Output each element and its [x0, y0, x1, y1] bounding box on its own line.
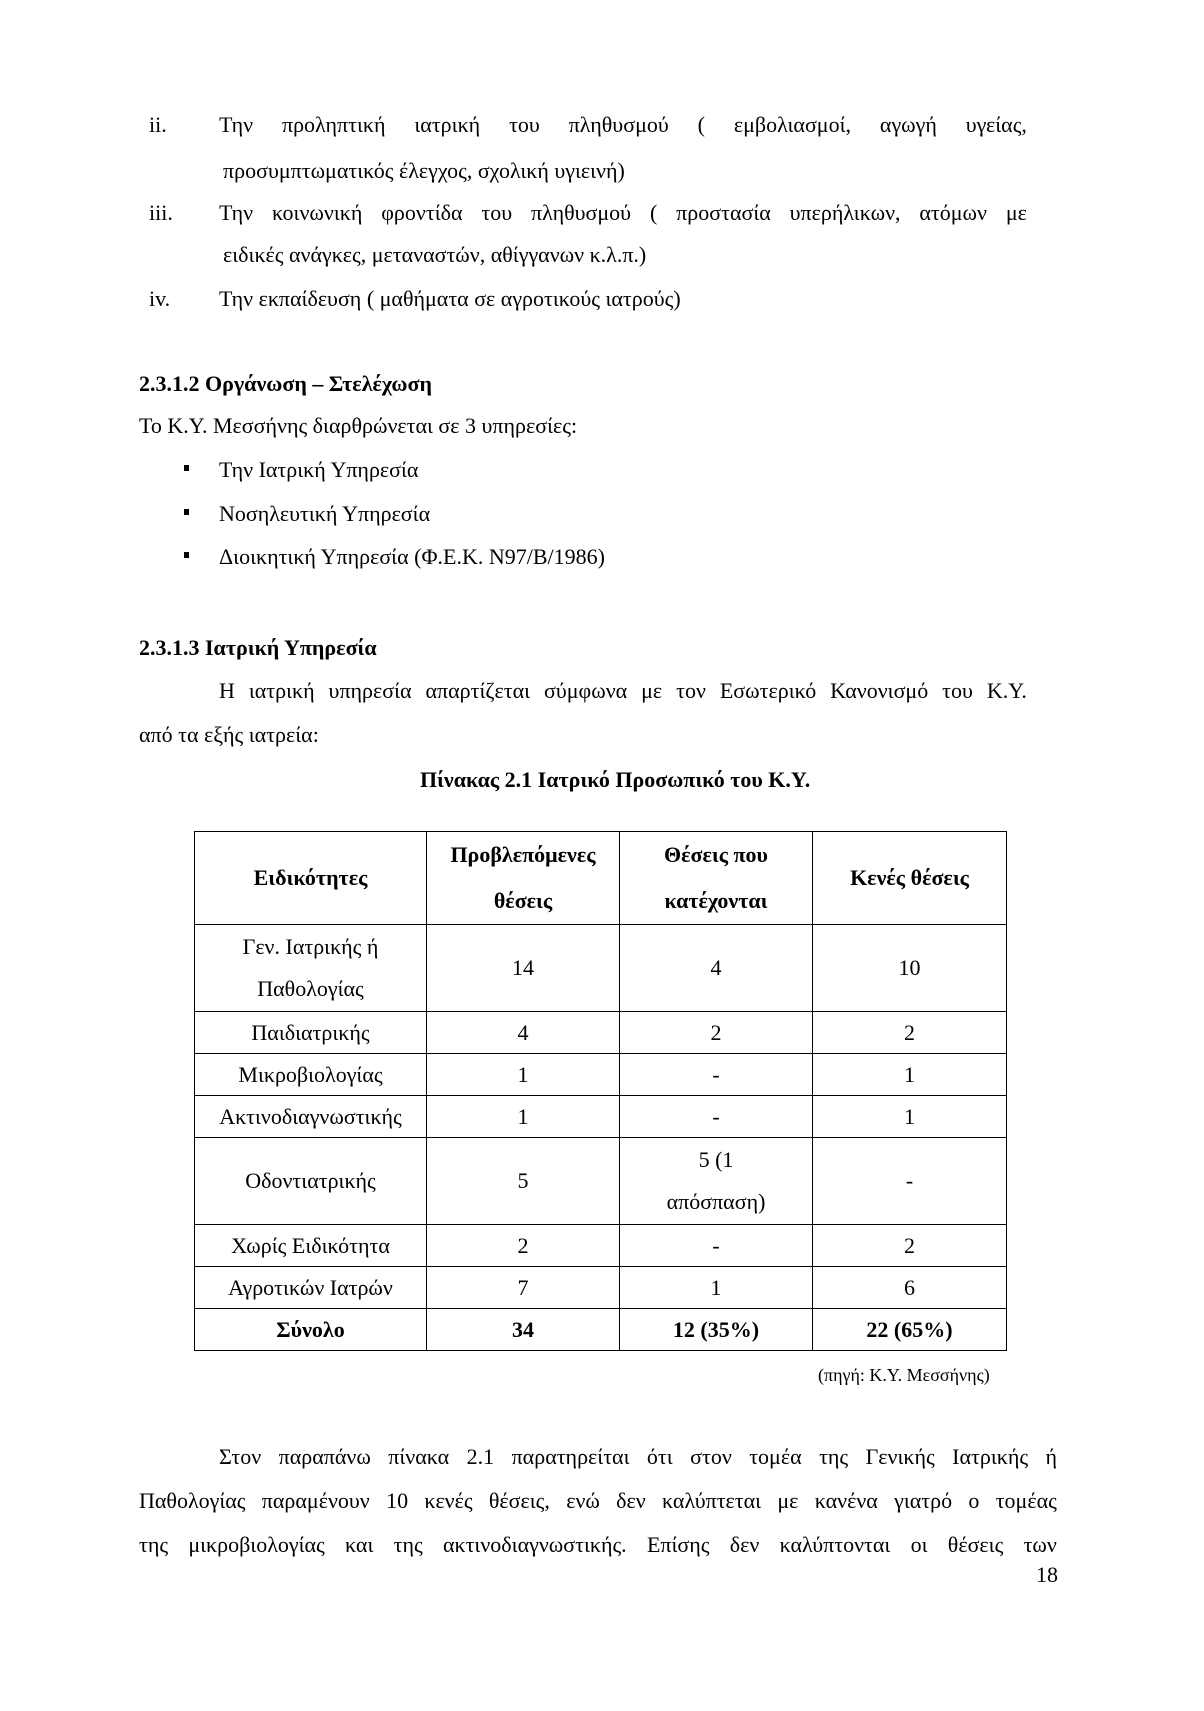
cell-held: 4: [620, 925, 813, 1012]
header-held: Θέσεις που κατέχονται: [620, 832, 813, 925]
cell-vacant: 10: [813, 925, 1007, 1012]
cell-vacant: 1: [813, 1096, 1007, 1138]
list-num-ii: ii.: [149, 112, 167, 137]
list-item-ii-line1: Την προληπτική ιατρική του πληθυσμού ( εμβολιασμοί, αγωγή υγείας,: [219, 112, 1027, 137]
cell-specialty: Παιδιατρικής: [195, 1012, 427, 1054]
cell-specialty: Αγροτικών Ιατρών: [195, 1267, 427, 1309]
table-row: [195, 1096, 1007, 1138]
cell-specialty: Ακτινοδιαγνωστικής: [195, 1096, 427, 1138]
cell-total-held: 12 (35%): [620, 1309, 813, 1351]
page-number: 18: [1036, 1562, 1058, 1587]
table-row: [195, 1225, 1007, 1267]
bullet-icon: [184, 465, 189, 471]
section-heading-2312: 2.3.1.2 Οργάνωση – Στελέχωση: [139, 371, 432, 396]
section-heading-2313: 2.3.1.3 Ιατρική Υπηρεσία: [139, 635, 377, 660]
cell-specialty: Μικροβιολογίας: [195, 1054, 427, 1096]
bullet-icon: [184, 552, 189, 558]
cell-vacant: 1: [813, 1054, 1007, 1096]
table-row: [195, 1012, 1007, 1054]
cell-specialty: Χωρίς Ειδικότητα: [195, 1225, 427, 1267]
header-planned: Προβλεπόμενες θέσεις: [427, 832, 620, 925]
table-caption: Πίνακας 2.1 Ιατρικό Προσωπικό του Κ.Υ.: [420, 767, 811, 792]
cell-held: -: [620, 1096, 813, 1138]
list-item-iv-line1: Την εκπαίδευση ( μαθήματα σε αγροτικούς ιατρούς): [219, 286, 681, 311]
table-row: [195, 1267, 1007, 1309]
cell-planned: 2: [427, 1225, 620, 1267]
staff-table: [194, 831, 1007, 1351]
bullet-item-medical: Την Ιατρική Υπηρεσία: [219, 457, 419, 482]
closing-para-line1: Στον παραπάνω πίνακα 2.1 παρατηρείται ότι στον τομέα της Γενικής Ιατρικής ή: [219, 1444, 1057, 1469]
cell-specialty: Γεν. Ιατρικής ή Παθολογίας: [195, 925, 427, 1012]
header-vacant: Κενές θέσεις: [813, 832, 1007, 925]
cell-held: 2: [620, 1012, 813, 1054]
cell-planned: 5: [427, 1138, 620, 1225]
table-row: [195, 1054, 1007, 1096]
header-specialty: Ειδικότητες: [195, 832, 427, 925]
list-item-ii-line2: προσυμπτωματικός έλεγχος, σχολική υγιεινή): [223, 158, 625, 183]
closing-para-line2: Παθολογίας παραμένουν 10 κενές θέσεις, ενώ δεν καλύπτεται με κανένα γιατρό ο τομέας: [139, 1488, 1057, 1513]
cell-held: 1: [620, 1267, 813, 1309]
list-num-iv: iv.: [149, 286, 171, 311]
cell-held: 5 (1 απόσπαση): [620, 1138, 813, 1225]
section-2313-para-line1: Η ιατρική υπηρεσία απαρτίζεται σύμφωνα με τον Εσωτερικό Κανονισμό του Κ.Υ.: [219, 678, 1027, 703]
cell-planned: 14: [427, 925, 620, 1012]
cell-vacant: 2: [813, 1012, 1007, 1054]
cell-vacant: -: [813, 1138, 1007, 1225]
bullet-icon: [184, 509, 189, 515]
cell-total-planned: 34: [427, 1309, 620, 1351]
cell-held: -: [620, 1054, 813, 1096]
list-item-iii-line2: ειδικές ανάγκες, μεταναστών, αθίγγανων κ.λ.π.): [223, 242, 647, 267]
bullet-item-nursing: Νοσηλευτική Υπηρεσία: [219, 501, 431, 526]
table-source: (πηγή: Κ.Υ. Μεσσήνης): [818, 1365, 990, 1385]
cell-planned: 7: [427, 1267, 620, 1309]
table-row: [195, 925, 1007, 1012]
cell-planned: 1: [427, 1054, 620, 1096]
cell-vacant: 6: [813, 1267, 1007, 1309]
table-total-row: [195, 1309, 1007, 1351]
cell-held: -: [620, 1225, 813, 1267]
bullet-item-admin: Διοικητική Υπηρεσία (Φ.Ε.Κ. Ν97/Β/1986): [219, 544, 605, 569]
cell-planned: 1: [427, 1096, 620, 1138]
cell-total-label: Σύνολο: [195, 1309, 427, 1351]
list-num-iii: iii.: [149, 200, 173, 225]
cell-total-vacant: 22 (65%): [813, 1309, 1007, 1351]
closing-para-line3: της μικροβιολογίας και της ακτινοδιαγνωστικής. Επίσης δεν καλύπτονται οι θέσεις των: [139, 1532, 1057, 1557]
section-2312-intro: Το Κ.Υ. Μεσσήνης διαρθρώνεται σε 3 υπηρεσίες:: [139, 413, 578, 438]
cell-planned: 4: [427, 1012, 620, 1054]
table-header-row: [195, 832, 1007, 925]
table-row: [195, 1138, 1007, 1225]
cell-specialty: Οδοντιατρικής: [195, 1138, 427, 1225]
cell-vacant: 2: [813, 1225, 1007, 1267]
list-item-iii-line1: Την κοινωνική φροντίδα του πληθυσμού ( προστασία υπερήλικων, ατόμων με: [219, 200, 1027, 225]
section-2313-para-line2: από τα εξής ιατρεία:: [139, 722, 319, 747]
